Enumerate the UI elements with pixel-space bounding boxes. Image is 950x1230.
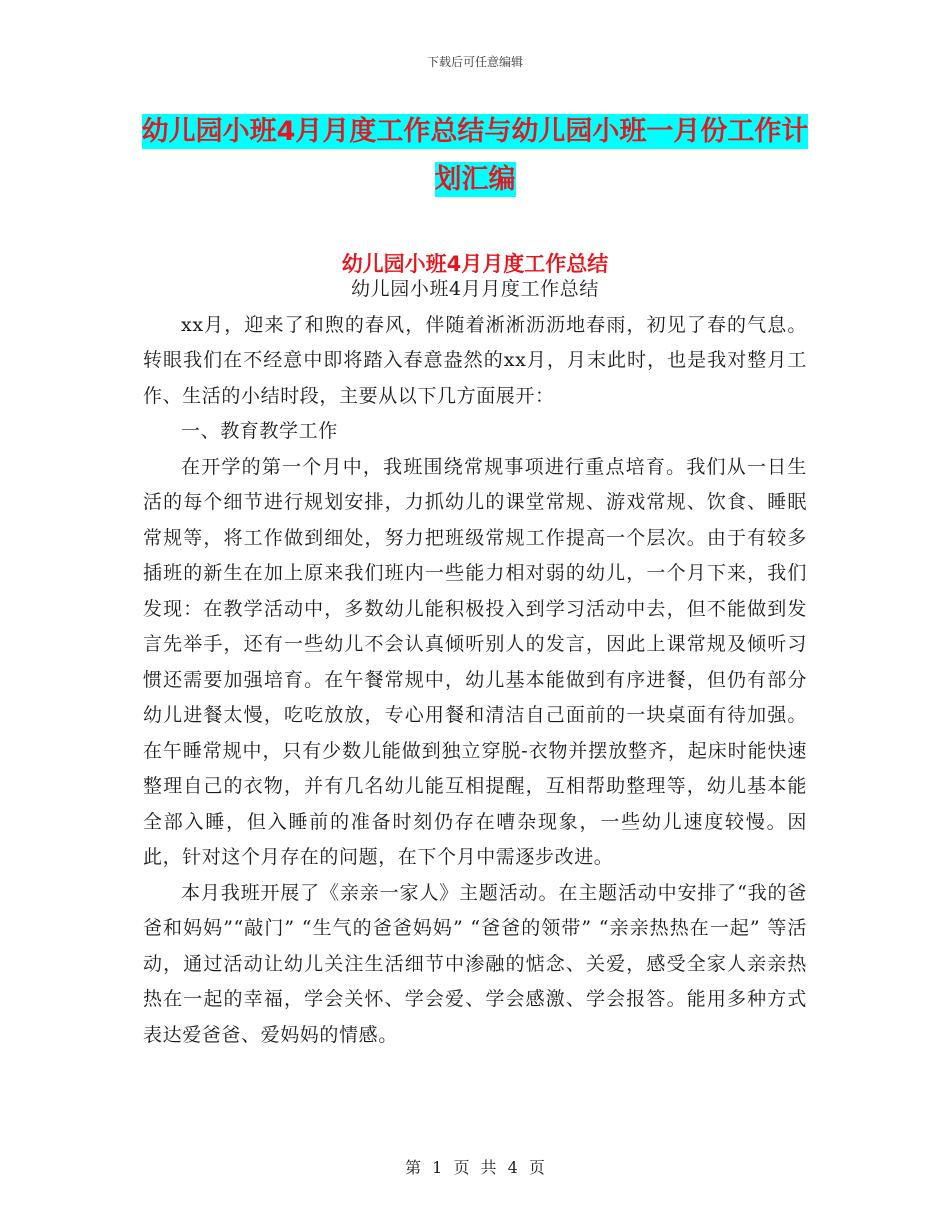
paragraph-routine: 在开学的第一个月中，我班围绕常规事项进行重点培育。我们从一日生活的每个细节进行规划安排，力抓幼儿的课堂常规、游戏常规、饮食、睡眠常规等，将工作做到细处，努力把班级常规工作提高一个层次。由于有较多插班的新生在加上原来我们班内一些能力相对弱的幼儿，一个月下来，我们发现：在教学活动中，多数幼儿能积极投入到学习活动中去，但不能做到发言先举手，还有一些幼儿不会认真倾听别人的发言，因此上课常规及倾听习惯还需要加强培育。在午餐常规中，幼儿基本能做到有序进餐，但仍有部分幼儿进餐太慢，吃吃放放，专心用餐和清洁自己面前的一块桌面有待加强。在午睡常规中，只有少数儿能做到独立穿脱-衣物并摆放整齐，起床时能快速整理自己的衣物，并有几名幼儿能互相提醒，互相帮助整理等，幼儿基本能全部入睡，但入睡前的准备时刻仍存在嘈杂现象，一些幼儿速度较慢。因此，针对这个月存在的问题，在下个月中需逐步改进。 (143, 455, 807, 868)
document-title-text: 幼儿园小班4月月度工作总结与幼儿园小班一月份工作计划汇编 (141, 116, 809, 195)
document-title (140, 108, 810, 204)
header-note: 下载后可任意编辑 (426, 55, 523, 69)
paragraph-theme-activity: 本月我班开展了《亲亲一家人》主题活动。在主题活动中安排了“我的爸爸和妈妈”“敲门” “生气的爸爸妈妈” “爸爸的领带” “亲亲热热在一起” 等活动，通过活动让幼儿关注生活细节中渗融的惦念、关爱，感受全家人亲亲热热在一起的幸福，学会关怀、学会爱、学会感激、学会报答。能用多种方式表达爱爸爸、爱妈妈的情感。 (143, 881, 807, 1046)
subheading: 幼儿园小班4月月度工作总结 (351, 278, 599, 300)
paragraph-section-title: 一、教育教学工作 (181, 420, 338, 442)
section-heading: 幼儿园小班4月月度工作总结 (341, 252, 609, 276)
document-body (143, 272, 807, 1053)
paragraph-intro: xx月，迎来了和煦的春风，伴随着淅淅沥沥地春雨，初见了春的气息。转眼我们在不经意中即将踏入春意盎然的xx月，月末此时，也是我对整月工作、生活的小结时段，主要从以下几方面展开： (143, 313, 807, 407)
page-footer: 第 1 页 共 4 页 (405, 1158, 545, 1177)
